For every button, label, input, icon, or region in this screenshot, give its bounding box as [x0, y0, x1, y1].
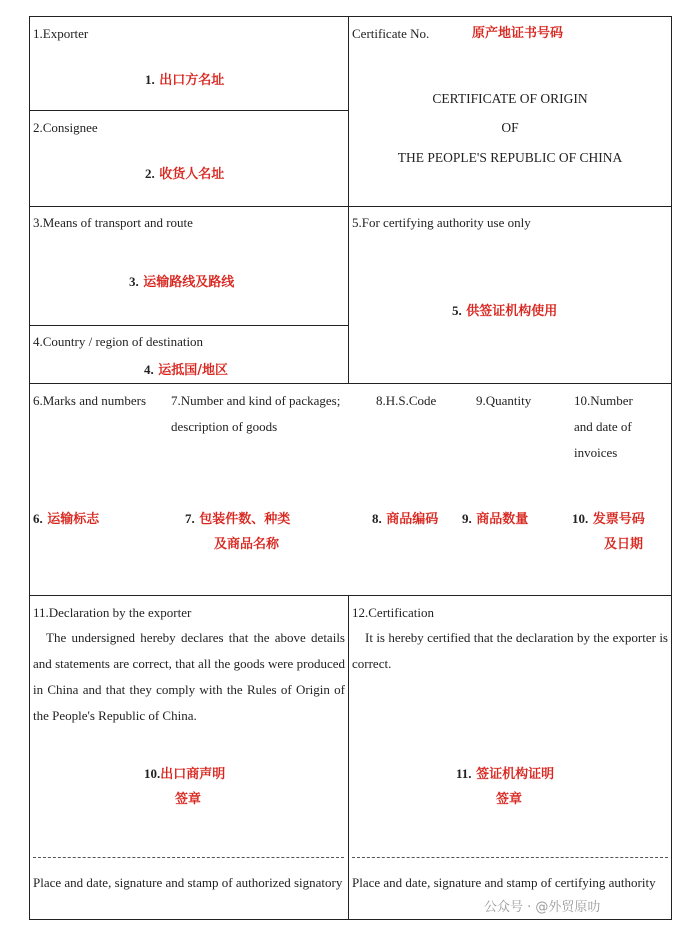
- certificate-title-line2: OF: [501, 120, 519, 135]
- transport-annotation: [129, 274, 234, 291]
- quantity-label: 9.Quantity: [476, 393, 532, 408]
- certifying-authority-label: 5.For certifying authority use only: [352, 215, 531, 230]
- hs-code-annotation-number: 8.: [372, 511, 382, 526]
- invoices-annotation-number: 10.: [572, 511, 589, 526]
- exporter-annotation-text: 出口方名址: [159, 73, 225, 88]
- certificate-title-line3: THE PEOPLE'S REPUBLIC OF CHINA: [397, 150, 623, 165]
- transport-annotation-number: 3.: [129, 274, 139, 289]
- divider-box3-box4: [29, 325, 349, 326]
- certificate-no-label: Certificate No.: [352, 26, 430, 41]
- hs-code-label: 8.H.S.Code: [376, 393, 437, 408]
- certificate-title-line1: CERTIFICATE OF ORIGIN: [432, 91, 588, 106]
- declaration-footer: Place and date, signature and stamp of authorized signatory: [33, 875, 343, 890]
- certification-signature-line: [352, 857, 668, 858]
- declaration-label: 11.Declaration by the exporter: [33, 605, 192, 620]
- invoices-label-line1: 10.Number: [574, 393, 633, 408]
- packages-label-line1: 7.Number and kind of packages;: [171, 393, 341, 408]
- quantity-annotation-text: 商品数量: [476, 512, 529, 527]
- declaration-text: The undersigned hereby declares that the above details and statements are correct, that all the goods were produced in China and that they comply with the Rules of Origin of the People's Republic of China.: [33, 630, 345, 723]
- marks-annotation-number: 6.: [33, 511, 43, 526]
- certification-text: It is hereby certified that the declaration by the exporter is correct.: [352, 630, 668, 671]
- form-border-top: [29, 16, 672, 17]
- quantity-annotation: [462, 511, 528, 528]
- packages-annotation-line2: 及商品名称: [214, 537, 280, 552]
- exporter-annotation-number: 1.: [145, 72, 155, 87]
- invoices-label-line2: and date of: [574, 419, 632, 434]
- packages-annotation-text: 包装件数、种类: [199, 512, 291, 527]
- certification-footer: Place and date, signature and stamp of certifying authority: [352, 875, 656, 890]
- invoices-annotation-line2: 及日期: [604, 537, 644, 552]
- destination-annotation-number: 4.: [144, 362, 154, 377]
- packages-label-line2: description of goods: [171, 419, 278, 434]
- hs-code-annotation: [372, 511, 438, 528]
- consignee-annotation-number: 2.: [145, 166, 155, 181]
- certifying-authority-annotation: [452, 303, 557, 320]
- invoices-label-line3: invoices: [574, 445, 618, 460]
- form-border-right: [671, 16, 672, 920]
- marks-annotation: [33, 511, 99, 528]
- certifying-authority-annotation-text: 供签证机构使用: [466, 304, 558, 319]
- invoices-annotation-line1: [572, 511, 645, 528]
- certification-annotation-text: 签证机构证明: [476, 767, 555, 782]
- hs-code-annotation-text: 商品编码: [386, 512, 439, 527]
- divider-row2: [29, 383, 672, 384]
- destination-label: 4.Country / region of destination: [33, 334, 204, 349]
- destination-annotation: [144, 362, 228, 379]
- form-border-left: [29, 16, 30, 920]
- declaration-annotation-line1: [144, 766, 225, 783]
- exporter-label: 1.Exporter: [33, 26, 89, 41]
- consignee-annotation: [145, 166, 224, 183]
- divider-box1-box2: [29, 110, 349, 111]
- divider-row1: [29, 206, 672, 207]
- certificate-no-annotation: 原产地证书号码: [472, 26, 564, 41]
- transport-label: 3.Means of transport and route: [33, 215, 193, 230]
- divider-row3: [29, 595, 672, 596]
- packages-annotation-number: 7.: [185, 511, 195, 526]
- invoices-annotation-text: 发票号码: [592, 512, 645, 527]
- declaration-signature-line: [33, 857, 344, 858]
- certification-annotation-line2: 签章: [496, 792, 523, 807]
- quantity-annotation-number: 9.: [462, 511, 472, 526]
- certifying-authority-annotation-number: 5.: [452, 303, 462, 318]
- consignee-annotation-text: 收货人名址: [159, 167, 225, 182]
- certification-annotation-line1: [456, 766, 554, 783]
- watermark: 公众号 · @外贸原叻: [484, 900, 601, 915]
- consignee-label: 2.Consignee: [33, 120, 98, 135]
- declaration-annotation-number: 10.: [144, 766, 161, 781]
- certification-label: 12.Certification: [352, 605, 434, 620]
- certification-annotation-number: 11.: [456, 766, 472, 781]
- marks-annotation-text: 运输标志: [47, 512, 100, 527]
- declaration-annotation-text: 出口商声明: [160, 767, 226, 782]
- marks-label: 6.Marks and numbers: [33, 393, 147, 408]
- packages-annotation-line1: [185, 511, 290, 528]
- destination-annotation-text: 运抵国/地区: [158, 363, 229, 378]
- transport-annotation-text: 运输路线及路线: [143, 275, 235, 290]
- divider-top-vertical: [348, 16, 349, 384]
- form-border-bottom: [29, 919, 672, 920]
- divider-bottom-vertical: [348, 595, 349, 920]
- declaration-annotation-line2: 签章: [175, 792, 202, 807]
- exporter-annotation: [145, 72, 224, 89]
